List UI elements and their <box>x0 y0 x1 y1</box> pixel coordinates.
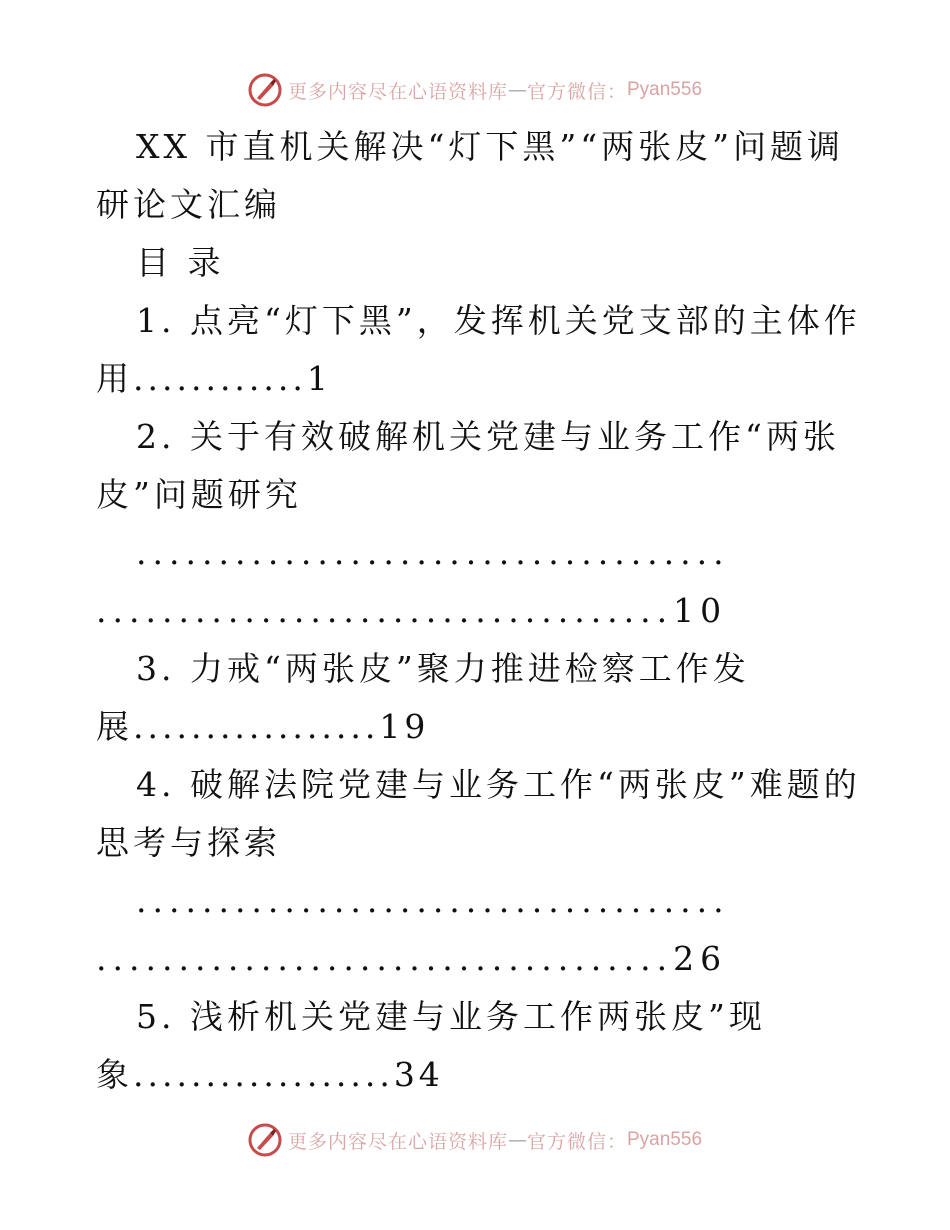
toc-entry-4-line-1: 4. 破解法院党建与业务工作“两张皮”难题的 <box>136 765 861 804</box>
toc-entry-1-line-1: 1. 点亮“灯下黑”，发挥机关党支部的主体作 <box>136 301 861 340</box>
watermark-official: 官方微信： <box>526 80 627 103</box>
doc-title-line-1: XX 市直机关解决“灯下黑”“两张皮”问题调 <box>136 127 844 166</box>
toc-heading: 目 录 <box>136 243 225 282</box>
toc-entry-1-line-2: 用............1 <box>96 359 332 398</box>
toc-entry-2-dots-1: .................................... <box>136 533 730 572</box>
watermark-account: Pyan556 <box>627 1129 703 1150</box>
toc-entry-4-dots-2: ...................................26 <box>96 939 728 978</box>
toc-entry-2-line-1: 2. 关于有效破解机关党建与业务工作“两张 <box>136 417 840 456</box>
pen-logo-icon <box>248 1123 282 1157</box>
watermark-text: 更多内容尽在心语资料库 <box>287 1130 508 1153</box>
watermark-text: 更多内容尽在心语资料库 <box>287 80 508 103</box>
watermark-separator: — <box>507 1129 527 1151</box>
toc-entry-2-dots-2: ...................................10 <box>96 591 728 630</box>
watermark-footer <box>0 1120 950 1160</box>
toc-entry-5-line-2: 象..................34 <box>96 1055 444 1094</box>
watermark-separator: — <box>507 79 527 101</box>
document-body <box>96 118 861 1104</box>
toc-entry-2-line-2: 皮”问题研究 <box>96 475 302 514</box>
toc-entry-3-line-1: 3. 力戒“两张皮”聚力推进检察工作发 <box>136 649 750 688</box>
doc-title-line-2: 研论文汇编 <box>96 185 281 224</box>
toc-entry-5-line-1: 5. 浅析机关党建与业务工作两张皮”现 <box>136 997 766 1036</box>
pen-logo-icon <box>248 73 282 107</box>
toc-entry-4-line-2: 思考与探索 <box>96 823 281 862</box>
watermark-header <box>0 70 950 110</box>
toc-entry-4-dots-1: .................................... <box>136 881 730 920</box>
watermark-account: Pyan556 <box>627 79 703 100</box>
watermark-official: 官方微信： <box>526 1130 627 1153</box>
toc-entry-3-line-2: 展.................19 <box>96 707 430 746</box>
